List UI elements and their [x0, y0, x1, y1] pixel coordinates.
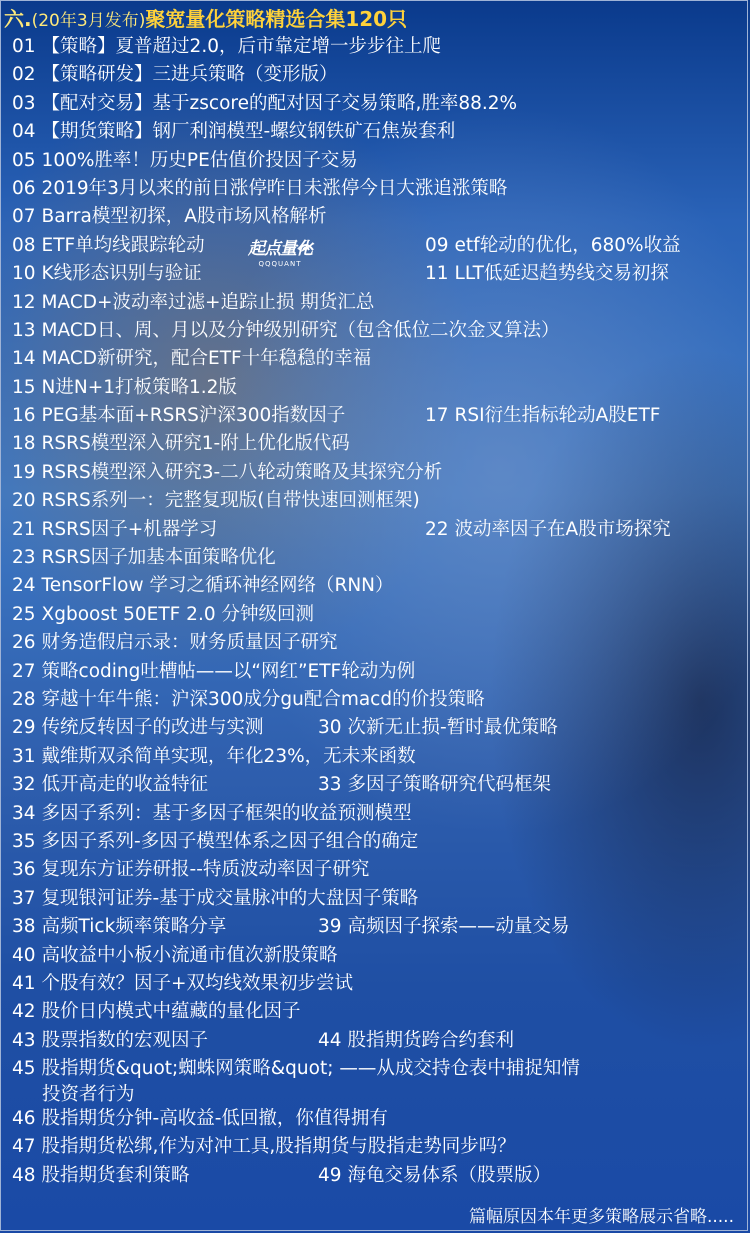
item-title: 传统反转因子的改进与实测 [41, 717, 264, 739]
list-item[interactable] [318, 1162, 551, 1190]
list-item[interactable] [12, 970, 353, 998]
list-row [0, 203, 750, 231]
list-item[interactable] [12, 33, 441, 61]
page-title [4, 6, 407, 32]
item-number: 30 [318, 717, 342, 739]
item-number: 05 [12, 149, 36, 171]
item-number: 25 [12, 603, 36, 625]
list-item[interactable] [318, 714, 558, 742]
list-row [0, 942, 750, 970]
list-row [0, 998, 750, 1026]
list-row [0, 1133, 750, 1161]
item-title: 穿越十年牛熊：沪深300成分gu配合macd的价投策略 [41, 688, 485, 710]
list-item[interactable] [318, 913, 570, 941]
title-date: (20年3月发布) [31, 11, 146, 31]
item-number: 13 [12, 319, 36, 341]
item-title: RSRS因子+机器学习 [41, 518, 218, 540]
list-item[interactable] [318, 771, 551, 799]
item-number: 26 [12, 632, 36, 654]
list-item[interactable] [12, 714, 264, 742]
list-item[interactable] [12, 345, 371, 373]
list-row [0, 175, 750, 203]
item-title: Barra模型初探，A股市场风格解析 [41, 206, 327, 228]
item-title: MACD新研究，配合ETF十年稳稳的幸福 [41, 348, 372, 370]
list-row [0, 970, 750, 998]
list-row [0, 544, 750, 572]
item-title: RSRS因子加基本面策略优化 [41, 547, 276, 569]
item-number: 39 [318, 916, 342, 938]
list-item[interactable] [12, 828, 418, 856]
item-title: 【配对交易】基于zscore的配对因子交易策略,胜率88.2% [41, 92, 518, 114]
item-title: 股指期货跨合约套利 [347, 1029, 515, 1051]
item-title: LLT低延迟趋势线交易初探 [454, 263, 669, 285]
item-number: 36 [12, 859, 36, 881]
item-number: 12 [12, 291, 36, 313]
item-title: RSI衍生指标轮动A股ETF [454, 405, 661, 427]
list-item[interactable] [12, 232, 205, 260]
item-title: 高收益中小板小流通市值次新股策略 [41, 944, 338, 966]
item-number: 38 [12, 916, 36, 938]
item-title: ETF单均线跟踪轮动 [41, 234, 205, 256]
list-row [0, 147, 750, 175]
item-title: 个股有效？因子+双均线效果初步尝试 [41, 972, 354, 994]
list-item[interactable] [12, 885, 418, 913]
item-number: 33 [318, 774, 342, 796]
list-row [0, 1162, 750, 1190]
footer-note: 篇幅原因本年更多策略展示省略..... [468, 1207, 734, 1227]
list-row [0, 800, 750, 828]
item-number: 32 [12, 774, 36, 796]
list-item[interactable] [12, 686, 485, 714]
list-item[interactable] [12, 743, 416, 771]
item-number: 16 [12, 405, 36, 427]
list-item[interactable] [12, 147, 358, 175]
list-row [0, 913, 750, 941]
item-title: 复现银河证券-基于成交量脉冲的大盘因子策略 [41, 887, 419, 909]
item-number: 21 [12, 518, 36, 540]
item-title: 多因子系列-多因子模型体系之因子组合的确定 [41, 830, 419, 852]
list-item[interactable] [12, 856, 369, 884]
item-number: 35 [12, 830, 36, 852]
item-number: 44 [318, 1029, 342, 1051]
list-row [0, 345, 750, 373]
list-item[interactable] [12, 374, 237, 402]
item-number: 07 [12, 206, 36, 228]
item-title: 海龟交易体系（股票版） [347, 1164, 552, 1186]
list-item[interactable] [12, 629, 338, 657]
item-number: 45 [12, 1058, 36, 1080]
list-item[interactable] [318, 1027, 514, 1055]
logo-subtext: QQQUANT [258, 260, 302, 268]
list-item[interactable] [12, 317, 560, 345]
item-number: 46 [12, 1108, 36, 1130]
list-row [0, 487, 750, 515]
item-title: RSRS系列一：完整复现版(自带快速回测框架) [41, 490, 420, 512]
title-prefix: 六. [4, 7, 32, 31]
list-row [0, 572, 750, 600]
item-number: 41 [12, 972, 36, 994]
list-item[interactable] [12, 658, 415, 686]
item-title: 多因子系列：基于多因子框架的收益预测模型 [41, 802, 412, 824]
list-item[interactable] [425, 260, 669, 288]
item-title: PEG基本面+RSRS沪深300指数因子 [41, 405, 346, 427]
item-number: 11 [425, 263, 449, 285]
item-title: 2019年3月以来的前日涨停昨日未涨停今日大涨追涨策略 [41, 177, 508, 199]
item-title: N进N+1打板策略1.2版 [41, 376, 237, 398]
item-title: 多因子策略研究代码框架 [347, 774, 552, 796]
list-item[interactable] [12, 998, 301, 1026]
item-title: 【策略】夏普超过2.0，后市靠定增一步步往上爬 [41, 36, 441, 57]
list-item[interactable] [12, 771, 208, 799]
item-title: Xgboost 50ETF 2.0 分钟级回测 [41, 603, 314, 625]
item-number: 14 [12, 348, 36, 370]
list-row [0, 771, 750, 799]
list-row [0, 402, 750, 430]
list-item[interactable] [12, 487, 420, 515]
list-row [0, 374, 750, 402]
list-item[interactable] [12, 544, 276, 572]
item-number: 40 [12, 944, 36, 966]
list-item[interactable] [12, 289, 374, 317]
item-title: 100%胜率！历史PE估值价投因子交易 [41, 149, 358, 171]
item-number: 09 [425, 234, 449, 256]
item-number: 48 [12, 1164, 36, 1186]
item-title: RSRS模型深入研究1-附上优化版代码 [41, 433, 350, 455]
list-row [0, 430, 750, 458]
item-title: 次新无止损-暂时最优策略 [347, 717, 558, 739]
list-item[interactable] [12, 572, 394, 600]
list-item[interactable] [12, 175, 507, 203]
list-row [0, 828, 750, 856]
list-row [0, 658, 750, 686]
item-number: 15 [12, 376, 36, 398]
list-row [0, 1105, 750, 1133]
item-number: 31 [12, 745, 36, 767]
item-title: 股指期货&quot;蜘蛛网策略&quot; ——从成交持仓表中捕捉知情 [41, 1058, 580, 1080]
item-title: 股票指数的宏观因子 [41, 1029, 209, 1051]
list-row [0, 743, 750, 771]
list-row [0, 61, 750, 89]
item-title: TensorFlow 学习之循环神经网络（RNN） [41, 575, 394, 597]
item-number: 19 [12, 461, 36, 483]
list-row [0, 601, 750, 629]
list-row [0, 629, 750, 657]
list-item[interactable] [12, 942, 338, 970]
list-row [0, 118, 750, 146]
item-title: 【期货策略】钢厂利润模型-螺纹钢铁矿石焦炭套利 [41, 121, 456, 143]
item-title: 股价日内模式中蕴藏的量化因子 [41, 1001, 301, 1023]
item-title: 【策略研发】三进兵策略（变形版） [41, 64, 338, 86]
list-item[interactable] [425, 402, 660, 430]
list-item[interactable] [12, 459, 442, 487]
item-title: 财务造假启示录：财务质量因子研究 [41, 632, 338, 654]
list-row [0, 317, 750, 345]
item-number: 04 [12, 121, 36, 143]
list-row [0, 459, 750, 487]
strategy-list [0, 33, 750, 1190]
list-item[interactable] [12, 430, 350, 458]
item-title: 策略coding吐槽帖——以“网红”ETF轮动为例 [41, 660, 416, 682]
item-title: K线形态识别与验证 [41, 263, 202, 285]
item-number: 49 [318, 1164, 342, 1186]
item-title: MACD+波动率过滤+追踪止损 期货汇总 [41, 291, 375, 313]
list-row [0, 232, 750, 260]
item-title: 股指期货松绑,作为对冲工具,股指期货与股指走势同步吗？ [41, 1136, 516, 1158]
list-item[interactable] [12, 90, 517, 118]
item-title: 戴维斯双杀简单实现，年化23%，无未来函数 [41, 745, 416, 767]
item-title: 低开高走的收益特征 [41, 774, 209, 796]
item-title: 复现东方证券研报--特质波动率因子研究 [41, 859, 370, 881]
list-item[interactable] [12, 913, 226, 941]
list-row [0, 856, 750, 884]
item-number: 10 [12, 263, 36, 285]
item-number: 01 [12, 36, 36, 57]
list-item[interactable] [12, 516, 217, 544]
list-row [0, 260, 750, 288]
item-number: 28 [12, 688, 36, 710]
list-item[interactable] [12, 1027, 208, 1055]
item-title: 股指期货套利策略 [41, 1164, 190, 1186]
logo-text: 起点量化 [248, 239, 312, 259]
item-title: MACD日、周、月以及分钟级别研究（包含低位二次金叉算法） [41, 319, 560, 341]
item-number: 20 [12, 490, 36, 512]
item-number: 29 [12, 717, 36, 739]
list-row [0, 885, 750, 913]
list-item[interactable] [12, 118, 455, 146]
item-title: etf轮动的优化，680%收益 [454, 234, 681, 256]
list-item[interactable] [12, 61, 338, 89]
list-row [0, 686, 750, 714]
item-number: 08 [12, 234, 36, 256]
list-item[interactable] [12, 402, 345, 430]
list-item[interactable] [12, 1162, 190, 1190]
item-number: 17 [425, 405, 449, 427]
list-item[interactable] [425, 516, 671, 544]
item-number: 43 [12, 1029, 36, 1051]
list-item[interactable] [12, 1105, 388, 1133]
list-item[interactable] [12, 601, 314, 629]
item-number: 03 [12, 92, 36, 114]
list-row [0, 714, 750, 742]
list-item[interactable] [425, 232, 681, 260]
list-row [0, 33, 750, 61]
item-number: 42 [12, 1001, 36, 1023]
item-number: 37 [12, 887, 36, 909]
item-number: 18 [12, 433, 36, 455]
item-title: 股指期货分钟-高收益-低回撤，你值得拥有 [41, 1108, 388, 1130]
item-title: 波动率因子在A股市场探究 [454, 518, 671, 540]
list-row [0, 1055, 750, 1105]
list-item[interactable] [12, 203, 326, 231]
item-number: 24 [12, 575, 36, 597]
item-number: 06 [12, 177, 36, 199]
list-row [0, 289, 750, 317]
item-number: 27 [12, 660, 36, 682]
list-row [0, 90, 750, 118]
item-number: 34 [12, 802, 36, 824]
item-title: RSRS模型深入研究3-二八轮动策略及其探究分析 [41, 461, 443, 483]
item-number: 22 [425, 518, 449, 540]
item-number: 02 [12, 64, 36, 86]
list-row [0, 1027, 750, 1055]
title-main: 聚宽量化策略精选合集120只 [145, 7, 408, 31]
list-row [0, 516, 750, 544]
item-title: 高频Tick频率策略分享 [41, 916, 227, 938]
list-item[interactable] [12, 260, 202, 288]
item-title-continued: 投资者行为 [42, 1084, 135, 1106]
item-number: 23 [12, 547, 36, 569]
item-number: 47 [12, 1136, 36, 1158]
list-item[interactable] [12, 800, 412, 828]
list-item[interactable] [12, 1055, 580, 1107]
item-title: 高频因子探索——动量交易 [347, 916, 570, 938]
list-item[interactable] [12, 1133, 516, 1161]
